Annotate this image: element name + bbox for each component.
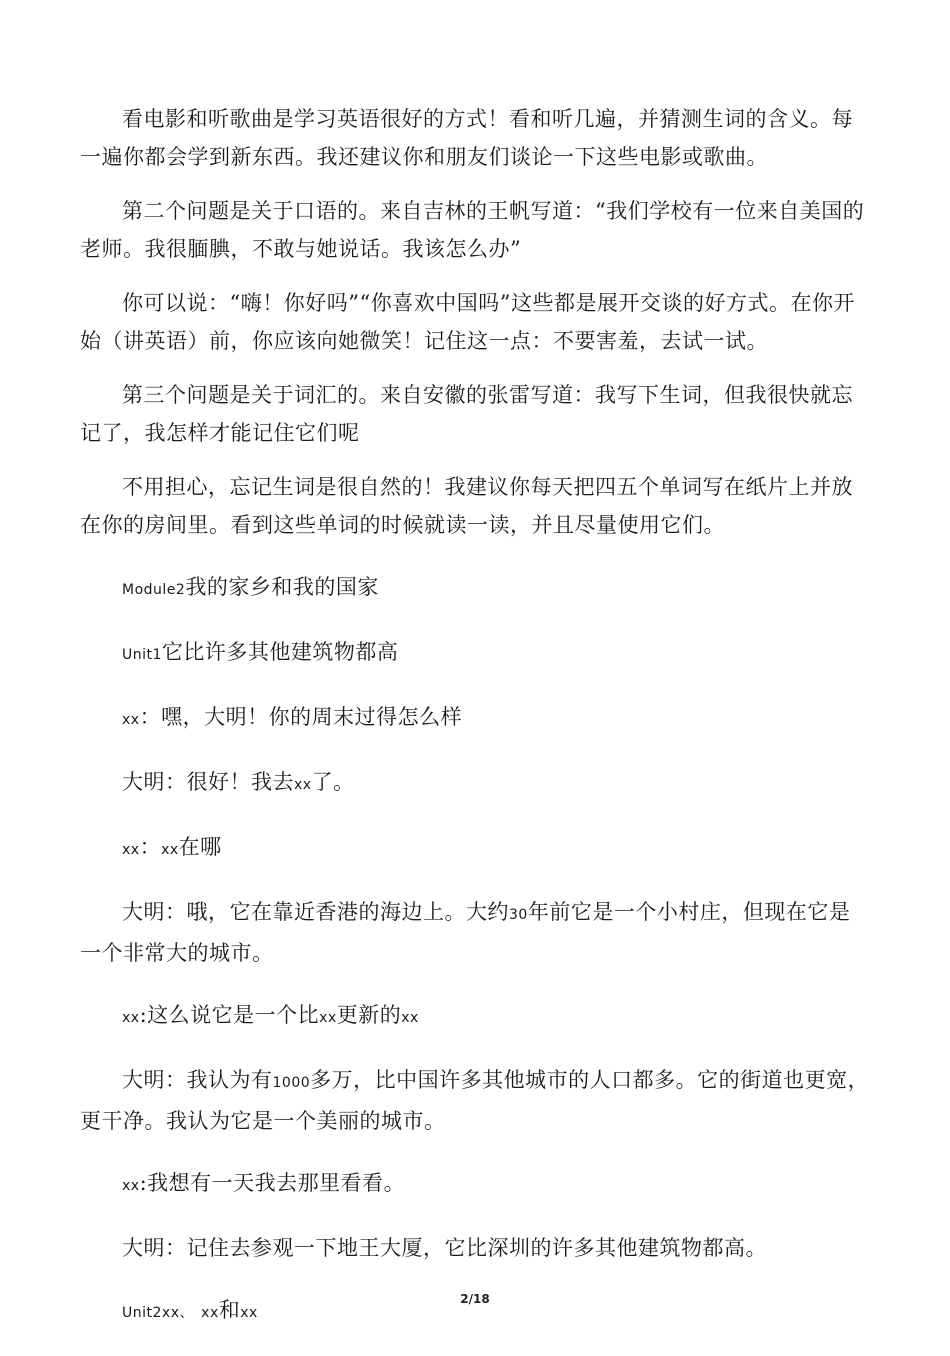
unit2-small-text: xx <box>201 1305 219 1321</box>
dialogue-line-3 <box>80 828 870 869</box>
paragraph-speaking-question: 第二个问题是关于口语的。来自吉林的王帆写道：“我们学校有一位来自美国的老师。我很腼腆，不敢与她说话。我该怎么办” <box>80 199 865 261</box>
dialogue-small-text: 1000 <box>272 1075 311 1091</box>
dialogue-small-text: xx <box>319 1010 337 1026</box>
paragraph-movies-songs: 看电影和听歌曲是学习英语很好的方式！看和听几遍，并猜测生词的含义。每一遍你都会学到新东西。我还建议你和朋友们谈论一下这些电影或歌曲。 <box>80 107 853 169</box>
speaker-label: xx <box>122 842 140 858</box>
page-number: 2/18 <box>460 1292 490 1306</box>
unit1-heading <box>80 633 870 674</box>
dialogue-line-7 <box>80 1164 870 1205</box>
module-heading <box>80 568 870 609</box>
dialogue-line-5 <box>80 996 870 1037</box>
speaker-label: xx <box>122 712 140 728</box>
dialogue-text: :这么说它是一个比 <box>139 1003 320 1027</box>
dialogue-text: ：嘿，大明！你的周末过得怎么样 <box>139 705 463 729</box>
speaker-label: xx <box>122 1178 140 1194</box>
unit1-title: 它比许多其他建筑物都高 <box>161 640 399 664</box>
unit2-prefix: Unit2xx、 <box>122 1305 194 1321</box>
dialogue-line-8: 大明：记住去参观一下地王大厦，它比深圳的许多其他建筑物都高。 <box>122 1236 767 1260</box>
module-prefix: Module2 <box>122 582 186 598</box>
dialogue-line-4 <box>80 893 870 972</box>
module-title: 我的家乡和我的国家 <box>185 575 379 599</box>
speaker-label: xx <box>122 1010 140 1026</box>
unit2-connector: 和 <box>218 1298 241 1322</box>
paragraph-speaking-advice: 你可以说：“嗨！你好吗”“你喜欢中国吗”这些都是展开交谈的好方式。在你开始（讲英语）前，你应该向她微笑！记住这一点：不要害羞，去试一试。 <box>80 291 855 353</box>
dialogue-colon: ： <box>139 835 162 859</box>
dialogue-text: 大明：很好！我去 <box>122 770 294 794</box>
dialogue-small-text: 30 <box>509 907 528 923</box>
dialogue-line-2 <box>80 763 870 804</box>
dialogue-text: :我想有一天我去那里看看。 <box>139 1171 406 1195</box>
unit1-prefix: Unit1 <box>122 647 162 663</box>
dialogue-text-mid: 更新的 <box>336 1003 402 1027</box>
dialogue-text: 大明：哦，它在靠近香港的海边上。大约 <box>122 900 509 924</box>
dialogue-line-1 <box>80 698 870 739</box>
dialogue-text: 在哪 <box>178 835 222 859</box>
paragraph-vocabulary-advice: 不用担心，忘记生词是很自然的！我建议你每天把四五个单词写在纸片上并放在你的房间里。看到这些单词的时候就读一读，并且尽量使用它们。 <box>80 475 853 537</box>
dialogue-small-text: xx <box>294 777 312 793</box>
unit2-small-text-2: xx <box>240 1305 258 1321</box>
dialogue-text-end: 了。 <box>311 770 355 794</box>
dialogue-small-text: xx <box>401 1010 419 1026</box>
paragraph-vocabulary-question: 第三个问题是关于词汇的。来自安徽的张雷写道：我写下生词，但我很快就忘记了，我怎样才能记住它们呢 <box>80 383 853 445</box>
document-body <box>80 100 870 1356</box>
dialogue-text: 大明：我认为有 <box>122 1068 273 1092</box>
dialogue-text-end: 年前它是一个小村庄，但现在它是一个非常大的城市。 <box>80 900 851 965</box>
dialogue-line-6 <box>80 1061 870 1140</box>
dialogue-small-text: xx <box>161 842 179 858</box>
dialogue-text-end: 多万，比中国许多其他城市的人口都多。它的街道也更宽，更干净。我认为它是一个美丽的城市。 <box>80 1068 870 1133</box>
